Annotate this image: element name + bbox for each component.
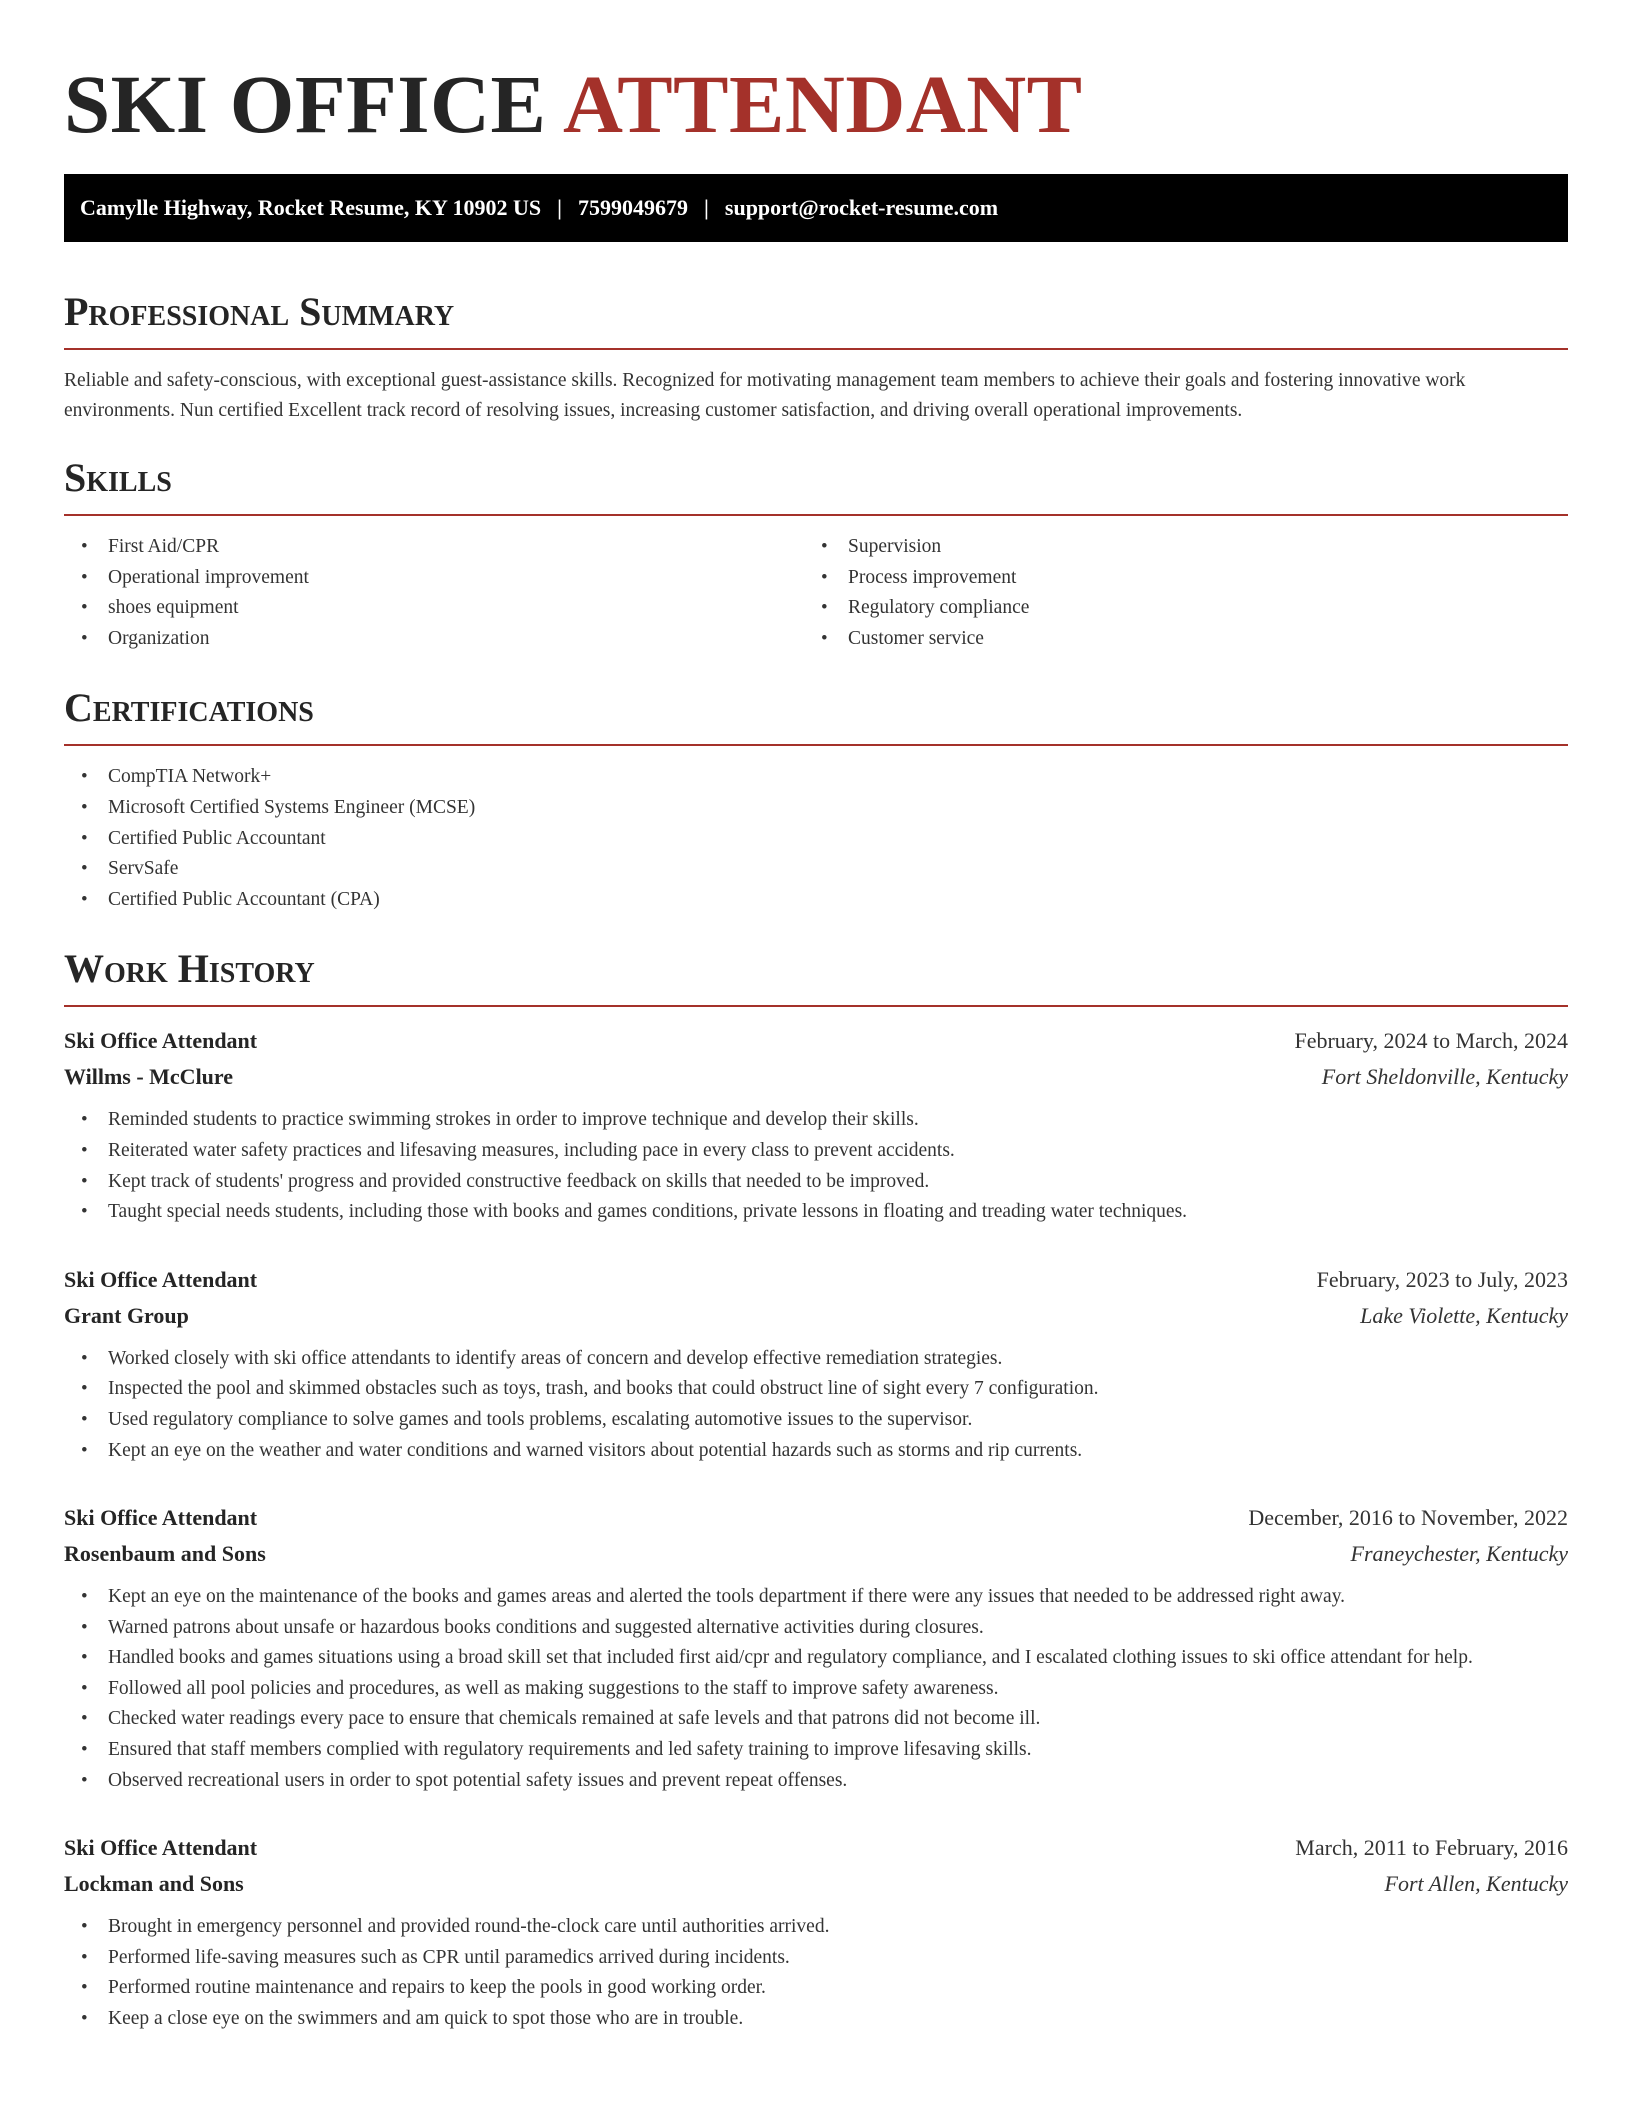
- summary-heading: Professional Summary: [64, 289, 455, 334]
- name-second-part: ATTENDANT: [563, 58, 1083, 150]
- certification-item: • Certified Public Accountant (CPA): [64, 885, 1568, 916]
- job-header-row: [64, 1830, 1568, 1866]
- job-company: Willms - McClure: [64, 1064, 234, 1090]
- job-bullet: • Kept an eye on the maintenance of the books and games areas and alerted the tools department if there were any issues that needed to be addressed right away.: [64, 1582, 1568, 1613]
- job-title: Ski Office Attendant: [64, 1505, 258, 1531]
- skills-column-right: [804, 532, 1544, 654]
- section-divider: [64, 348, 1568, 350]
- job-bullet: • Checked water readings every pace to ensure that chemicals remained at safe levels and that patrons did not become ill.: [64, 1704, 1568, 1735]
- job-bullet: • Handled books and games situations using a broad skill set that included first aid/cpr and regulatory compliance, and I escalated clothing issues to ski office attendant for help.: [64, 1643, 1568, 1674]
- certification-item: • ServSafe: [64, 854, 1568, 885]
- job-title: Ski Office Attendant: [64, 1266, 258, 1292]
- job-location: Fort Sheldonville, Kentucky: [1321, 1064, 1568, 1090]
- skill-item: • First Aid/CPR: [64, 532, 804, 563]
- job-entry: [64, 1262, 1568, 1466]
- job-dates: December, 2016 to November, 2022: [1248, 1505, 1568, 1531]
- job-bullet: • Observed recreational users in order to spot potential safety issues and prevent repeat offenses.: [64, 1766, 1568, 1797]
- certifications-heading: Certifications: [64, 685, 314, 731]
- job-header-row: [64, 1500, 1568, 1536]
- contact-bar: [64, 174, 1568, 242]
- resume-name-heading: [64, 0, 1568, 150]
- section-divider: [64, 514, 1568, 516]
- section-divider: [64, 744, 1568, 746]
- job-company: Lockman and Sons: [64, 1871, 244, 1897]
- certification-item: • Certified Public Accountant: [64, 824, 1568, 855]
- job-entry: [64, 1830, 1568, 2034]
- job-bullet: • Performed routine maintenance and repairs to keep the pools in good working order.: [64, 1973, 1568, 2004]
- certifications-section: [64, 682, 1568, 915]
- job-bullet: • Warned patrons about unsafe or hazardous books conditions and suggested alternative activities during closures.: [64, 1613, 1568, 1644]
- job-entry: [64, 1500, 1568, 1796]
- skill-item: • Organization: [64, 624, 804, 655]
- skill-item: • Process improvement: [804, 563, 1544, 594]
- job-company-row: [64, 1866, 1568, 1902]
- job-location: Franeychester, Kentucky: [1350, 1541, 1568, 1567]
- contact-separator: |: [557, 195, 563, 220]
- skills-column-left: [64, 532, 804, 654]
- skills-grid: [64, 532, 1568, 654]
- skill-item: • shoes equipment: [64, 593, 804, 624]
- job-company-row: [64, 1536, 1568, 1572]
- work-history-section: [64, 943, 1568, 2034]
- job-location: Fort Allen, Kentucky: [1384, 1871, 1568, 1897]
- job-location: Lake Violette, Kentucky: [1360, 1302, 1568, 1328]
- job-header-row: [64, 1023, 1568, 1059]
- job-bullet: • Followed all pool policies and procedures, as well as making suggestions to the staff to improve safety awareness.: [64, 1674, 1568, 1705]
- job-bullet: • Inspected the pool and skimmed obstacles such as toys, trash, and books that could obstruct line of sight every 7 configuration.: [64, 1374, 1568, 1405]
- certification-list: [64, 762, 1568, 915]
- job-bullet: • Reiterated water safety practices and lifesaving measures, including pace in every class to prevent accidents.: [64, 1136, 1568, 1167]
- contact-separator: |: [704, 195, 709, 220]
- skill-item: • Supervision: [804, 532, 1544, 563]
- job-bullet: • Taught special needs students, including those with books and games conditions, private lessons in floating and treading water techniques.: [64, 1197, 1568, 1228]
- skill-item: • Regulatory compliance: [804, 593, 1544, 624]
- job-bullet-list: [64, 1105, 1568, 1227]
- skills-section: [64, 452, 1568, 654]
- job-bullet: • Used regulatory compliance to solve games and tools problems, escalating automotive issues to the supervisor.: [64, 1405, 1568, 1436]
- skill-item: • Operational improvement: [64, 563, 804, 594]
- job-bullet-list: [64, 1344, 1568, 1466]
- job-bullet: • Performed life-saving measures such as CPR until paramedics arrived during incidents.: [64, 1943, 1568, 1974]
- job-bullet-list: [64, 1912, 1568, 2034]
- job-bullet: • Worked closely with ski office attendants to identify areas of concern and develop effective remediation strategies.: [64, 1344, 1568, 1375]
- contact-address: Camylle Highway, Rocket Resume, KY 10902 US: [80, 195, 542, 220]
- job-bullet: • Ensured that staff members complied with regulatory requirements and led safety training to improve lifesaving skills.: [64, 1735, 1568, 1766]
- job-entry: [64, 1023, 1568, 1227]
- job-bullet: • Keep a close eye on the swimmers and am quick to spot those who are in trouble.: [64, 2004, 1568, 2035]
- job-company-row: [64, 1298, 1568, 1334]
- job-dates: March, 2011 to February, 2016: [1295, 1835, 1568, 1861]
- job-header-row: [64, 1262, 1568, 1298]
- skill-item: • Customer service: [804, 624, 1544, 655]
- job-bullet: • Kept track of students' progress and provided constructive feedback on skills that needed to be improved.: [64, 1167, 1568, 1198]
- section-divider: [64, 1005, 1568, 1007]
- job-bullet: • Reminded students to practice swimming strokes in order to improve technique and develop their skills.: [64, 1105, 1568, 1136]
- name-first-part: SKI OFFICE: [64, 58, 547, 150]
- summary-section: [64, 286, 1568, 426]
- contact-email: support@rocket-resume.com: [724, 195, 999, 220]
- job-company: Grant Group: [64, 1302, 189, 1328]
- job-dates: February, 2023 to July, 2023: [1316, 1266, 1568, 1292]
- certification-item: • CompTIA Network+: [64, 762, 1568, 793]
- job-dates: February, 2024 to March, 2024: [1294, 1028, 1568, 1054]
- summary-text: Reliable and safety-conscious, with exceptional guest-assistance skills. Recognized for motivating management team members to achieve their goals and fostering innovative work environments. Nun certified Excellent track record of resolving issues, increasing customer satisfaction, and driving overall operational improvements.: [64, 370, 1466, 421]
- job-bullet-list: [64, 1582, 1568, 1796]
- job-company: Rosenbaum and Sons: [64, 1541, 266, 1567]
- contact-phone: 7599049679: [578, 195, 689, 220]
- job-company-row: [64, 1059, 1568, 1095]
- job-bullet: • Kept an eye on the weather and water conditions and warned visitors about potential hazards such as storms and rip currents.: [64, 1436, 1568, 1467]
- skills-heading: Skills: [64, 455, 172, 500]
- job-title: Ski Office Attendant: [64, 1028, 258, 1054]
- work-history-heading: Work History: [64, 946, 315, 992]
- job-title: Ski Office Attendant: [64, 1835, 258, 1861]
- certification-item: • Microsoft Certified Systems Engineer (MCSE): [64, 793, 1568, 824]
- job-bullet: • Brought in emergency personnel and provided round-the-clock care until authorities arrived.: [64, 1912, 1568, 1943]
